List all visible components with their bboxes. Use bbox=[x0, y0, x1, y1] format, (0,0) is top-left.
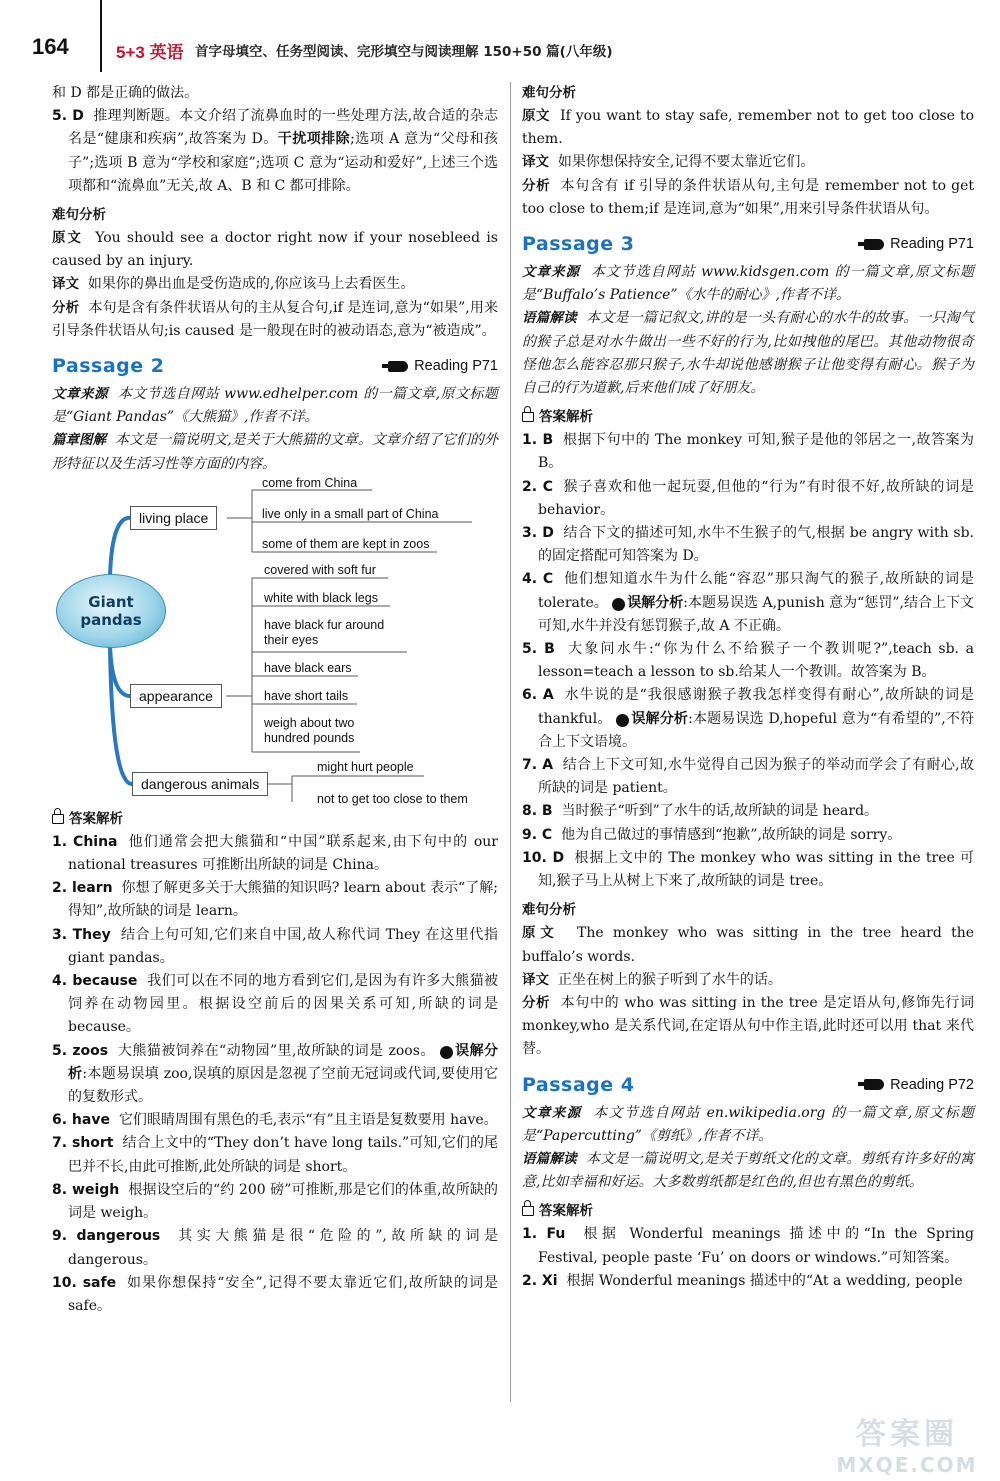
mind-map-center: Giant pandas bbox=[56, 574, 166, 648]
mind-map-branch: appearance bbox=[130, 684, 222, 708]
source-note: 文章来源 本文节选自网站 en.wikipedia.org 的一篇文章,原文标题是“Papercutting”《剪纸》,作者不详。 bbox=[522, 1104, 974, 1144]
section-heading: 难句分析 bbox=[522, 85, 576, 101]
mind-map-leaf: come from China bbox=[262, 475, 358, 490]
translation: 译文 如果你想保持安全,记得不要太靠近它们。 bbox=[522, 154, 815, 171]
answer-item: 1. Fu 根据 Wonderful meanings 描述中的“In the Spring Festival, people paste ‘Fu’ on doors or windows.”可知答案。 bbox=[522, 1226, 974, 1266]
mind-map-leaf: might hurt people bbox=[317, 759, 414, 774]
original-sentence: 原文 If you want to stay safe, remember not to get too close to them. bbox=[522, 108, 975, 148]
passage-title: Passage 4 bbox=[522, 1073, 635, 1096]
lock-icon bbox=[522, 412, 534, 422]
source-note: 文章来源 本文节选自网站 www.kidsgen.com 的一篇文章,原文标题是“Buffalo’s Patience”《水牛的耐心》,作者不详。 bbox=[522, 264, 974, 304]
answer-item: 9. dangerous 其实大熊猫是很“危险的”,故所缺的词是 dangerous。 bbox=[52, 1228, 499, 1268]
page-header bbox=[0, 0, 1000, 72]
series-brand: 5+3 英语 bbox=[116, 43, 184, 62]
answer-item: 2. learn 你想了解更多关于大熊猫的知识吗? learn about 表示“了解;得知”,故所缺的词是 learn。 bbox=[52, 880, 498, 920]
translation: 译文 正坐在树上的猴子听到了水牛的话。 bbox=[522, 971, 782, 988]
answer-item: 1. China 他们通常会把大熊猫和“中国”联系起来,由下句中的 our national treasures 可推断出所缺的词是 China。 bbox=[52, 833, 498, 874]
original-sentence: 原文 You should see a doctor right now if your nosebleed is caused by an injury. bbox=[52, 230, 498, 270]
translation: 译文 如果你的鼻出血是受伤造成的,你应该马上去看医生。 bbox=[52, 276, 415, 293]
mind-map-leaf: not to get too close to them bbox=[317, 791, 468, 806]
reading-reference: Reading P71 bbox=[864, 236, 974, 252]
column-divider bbox=[510, 82, 511, 1402]
section-heading: 难句分析 bbox=[522, 902, 576, 919]
continued-text: 和 D 都是正确的做法。 bbox=[52, 85, 199, 101]
answer-item: 10. D 根据上文中的 The monkey who was sitting in the tree 可知,猴子马上从树上下来了,故所缺的词是 tree。 bbox=[522, 849, 974, 890]
answer-item: 5. zoos 大熊猫被饲养在“动物园”里,故所缺的词是 zoos。 ! 误解分析:本题易误填 zoo,误填的原因是忽视了空前无冠词或代词,要使用它的复数形式。 bbox=[52, 1042, 499, 1106]
answer-item: 3. They 结合上句可知,它们来自中国,故人称代词 They 在这里代指 giant pandas。 bbox=[52, 926, 498, 966]
left-column bbox=[52, 82, 498, 1318]
right-column bbox=[522, 82, 974, 1293]
mind-map-leaf: some of them are kept in zoos bbox=[262, 536, 430, 551]
mind-map-leaf: have black fur around their eyes bbox=[264, 617, 385, 647]
mind-map-leaf: have short tails bbox=[264, 688, 349, 703]
answer-item: 8. weigh 根据设空后的“约 200 磅”可推断,那是它们的体重,故所缺的词是 weigh。 bbox=[52, 1181, 498, 1222]
header-divider bbox=[100, 0, 102, 72]
analysis: 分析 本句是含有条件状语从句的主从复合句,if 是连词,意为“如果”,用来引导条件状语从句;is caused 是一般现在时的被动语态,意为“被造成”。 bbox=[52, 299, 499, 339]
reading-reference: Reading P71 bbox=[388, 358, 498, 374]
section-heading: 答案解析 bbox=[522, 406, 974, 429]
analysis: 分析 本句含有 if 引导的条件状语从句,主句是 remember not to get too close to them;if 是连词,意为“如果”,用来引导条件状语从句。 bbox=[522, 177, 975, 217]
warning-icon: ! bbox=[612, 598, 625, 611]
passage-summary: 语篇解读 本文是一篇记叙文,讲的是一头有耐心的水牛的故事。一只淘气的猴子总是对水牛做出一些不好的行为,比如拽他的尾巴。其他动物很奇怪他怎么能容忍那只猴子,水牛却说他感谢猴子让他变得有耐心。猴子为自己的行为道歉,后来他们成了好朋友。 bbox=[522, 310, 975, 397]
answer-item: 2. C 猴子喜欢和他一起玩耍,但他的“行为”有时很不好,故所缺的词是 behavior。 bbox=[522, 478, 974, 518]
answer-item: 6. have 它们眼睛周围有黑色的毛,表示“有”且主语是复数要用 have。 bbox=[52, 1112, 498, 1129]
answer-item: 5. D 推理判断题。本文介绍了流鼻血时的一些处理方法,故合适的杂志名是“健康和疾病”,故答案为 D。干扰项排除;选项 A 意为“父母和孩子”;选项 B 意为“学校和家庭”;选项 C 意为“运动和爱好”,上述三个选项都和“流鼻血”无关,故 A、B 和 C 都可排除。 bbox=[52, 108, 499, 194]
answer-item: 10. safe 如果你想保持“安全”,记得不要太靠近它们,故所缺的词是 safe。 bbox=[52, 1274, 498, 1314]
answer-item: 2. Xi 根据 Wonderful meanings 描述中的“At a wedding, people bbox=[522, 1272, 963, 1289]
pointing-hand-icon bbox=[388, 361, 408, 372]
answer-item: 4. because 我们可以在不同的地方看到它们,是因为有许多大熊猫被饲养在动物园里。根据设空前后的因果关系可知,所缺的词是 because。 bbox=[52, 973, 498, 1036]
pointing-hand-icon bbox=[864, 239, 884, 250]
section-heading: 答案解析 bbox=[52, 808, 498, 831]
mind-map bbox=[52, 475, 498, 806]
mind-map-branch: living place bbox=[130, 506, 217, 530]
lock-icon bbox=[52, 814, 64, 824]
analysis: 分析 本句中的 who was sitting in the tree 是定语从句,修饰先行词 monkey,who 是关系代词,在定语从句中作主语,此时还可以用 that 来代替。 bbox=[522, 994, 974, 1058]
site-watermark: 答案圈 MXQE.COM bbox=[836, 1417, 978, 1477]
mind-map-leaf: weigh about two hundred pounds bbox=[264, 715, 355, 745]
reading-reference: Reading P72 bbox=[864, 1077, 974, 1093]
section-heading: 答案解析 bbox=[522, 1200, 974, 1223]
source-note: 文章来源 本文节选自网站 www.edhelper.com 的一篇文章,原文标题是“Giant Pandas”《大熊猫》,作者不详。 bbox=[52, 386, 499, 426]
passage-title: Passage 3 bbox=[522, 233, 635, 256]
mind-map-branch: dangerous animals bbox=[132, 772, 268, 796]
original-sentence: 原文 The monkey who was sitting in the tree heard the buffalo’s words. bbox=[522, 925, 974, 965]
mind-map-leaf: have black ears bbox=[264, 660, 352, 675]
passage-2-header bbox=[52, 351, 498, 381]
answer-item: 7. short 结合上文中的“They don’t have long tails.”可知,它们的尾巴并不长,由此可推断,此处所缺的词是 short。 bbox=[52, 1135, 498, 1175]
mind-map-leaf: white with black legs bbox=[264, 590, 378, 605]
mind-map-leaf: covered with soft fur bbox=[264, 562, 376, 577]
section-heading: 难句分析 bbox=[52, 207, 106, 224]
page-number: 164 bbox=[32, 34, 69, 59]
answer-item: 4. C 他们想知道水牛为什么能“容忍”那只淘气的猴子,故所缺的词是 tolerate。 ! 误解分析:本题易误选 A,punish 意为“惩罚”,结合上下文可知,水牛并没有惩罚猴子,故 A 不正确。 bbox=[522, 571, 974, 634]
passage-summary: 语篇解读 本文是一篇说明文,是关于剪纸文化的文章。剪纸有许多好的寓意,比如幸福和好运。大多数剪纸都是红色的,但也有黑色的剪纸。 bbox=[522, 1150, 975, 1191]
answer-item: 1. B 根据下句中的 The monkey 可知,猴子是他的邻居之一,故答案为 B。 bbox=[522, 432, 975, 472]
passage-4-header bbox=[522, 1070, 974, 1100]
answer-item: 9. C 他为自己做过的事情感到“抱歉”,故所缺的词是 sorry。 bbox=[522, 826, 902, 843]
answer-item: 3. D 结合下文的描述可知,水牛不生猴子的气,根据 be angry with sb.的固定搭配可知答案为 D。 bbox=[522, 525, 974, 565]
warning-icon: ! bbox=[616, 714, 629, 727]
answer-item: 8. B 当时猴子“听到”了水牛的话,故所缺的词是 heard。 bbox=[522, 803, 879, 820]
passage-outline: 篇章图解 本文是一篇说明文,是关于大熊猫的文章。文章介绍了它们的外形特征以及生活习性等方面的内容。 bbox=[52, 432, 499, 472]
passage-3-header bbox=[522, 229, 974, 259]
pointing-hand-icon bbox=[864, 1079, 884, 1090]
answer-item: 6. A 水牛说的是“我很感谢猴子教我怎样变得有耐心”,故所缺的词是 thankful。 ! 误解分析:本题易误选 D,hopeful 意为“有希望的”,不符合上下文语境。 bbox=[522, 687, 975, 750]
passage-title: Passage 2 bbox=[52, 355, 165, 378]
lock-icon bbox=[522, 1206, 534, 1216]
mind-map-leaf: live only in a small part of China bbox=[262, 506, 439, 521]
book-title: 首字母填空、任务型阅读、完形填空与阅读理解 150+50 篇(八年级) bbox=[195, 44, 613, 60]
warning-icon: ! bbox=[440, 1046, 453, 1059]
answer-item: 7. A 结合上下文可知,水牛觉得自己因为猴子的举动而学会了有耐心,故所缺的词是 patient。 bbox=[522, 757, 974, 797]
answer-item: 5. B 大象问水牛:“你为什么不给猴子一个教训呢?”,teach sb. a lesson=teach a lesson to sb.给某人一个教训。故答案为 B。 bbox=[522, 641, 974, 681]
